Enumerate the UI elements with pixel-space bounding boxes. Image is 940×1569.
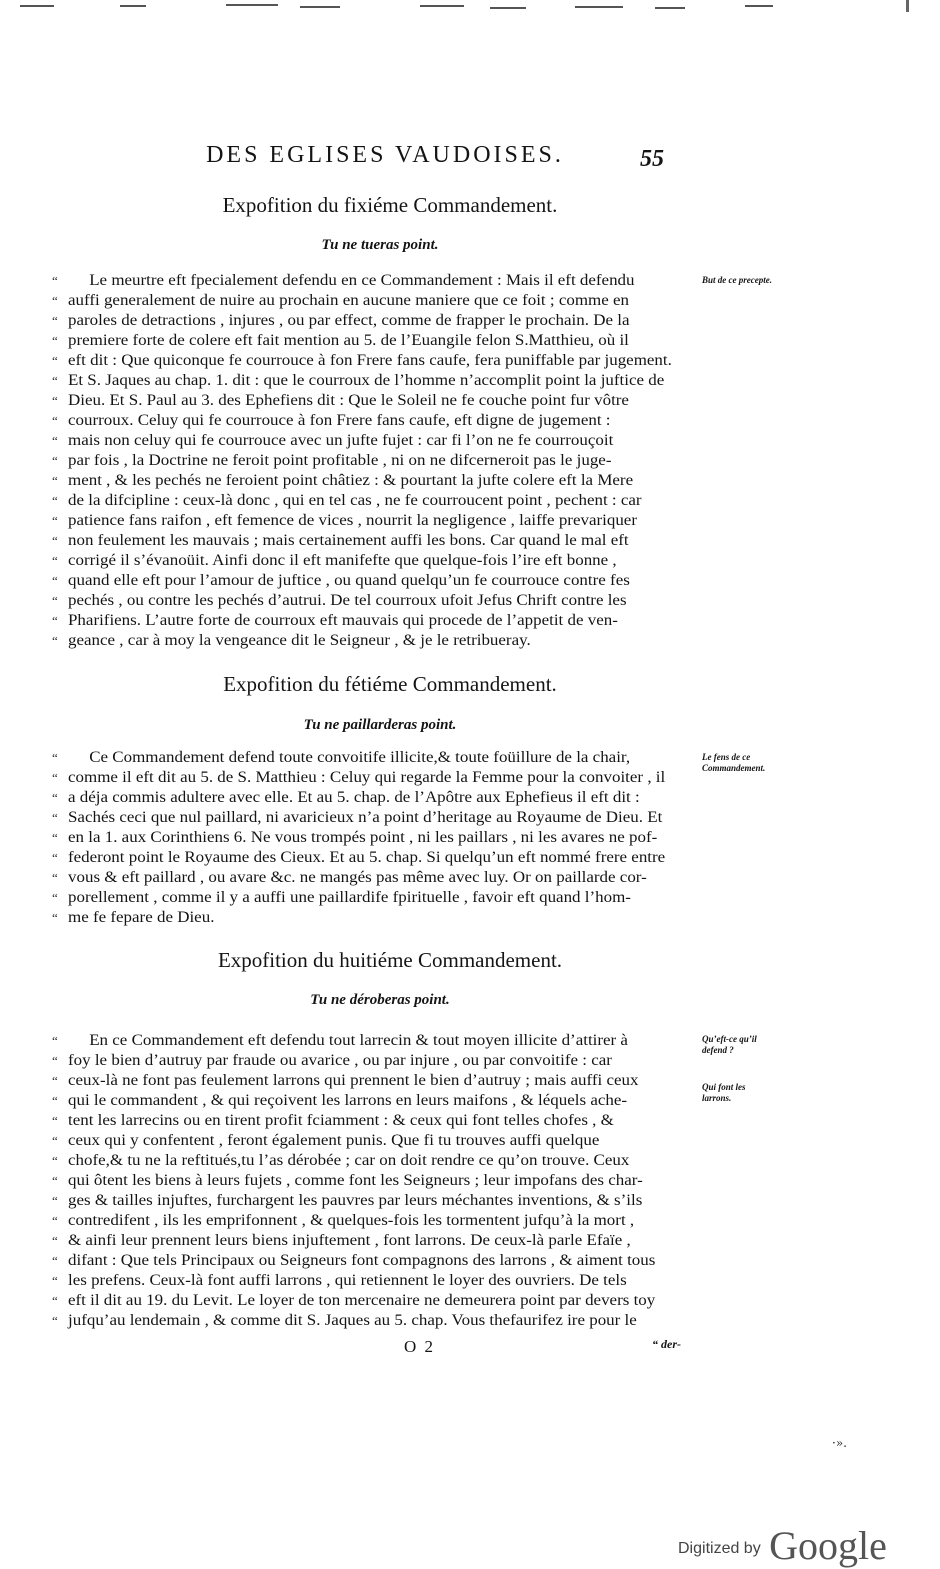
line-text: qui le commandent , & qui reçoivent les larrons en leurs maifons , & léquels ache- [68, 1092, 628, 1109]
google-logo: Google [769, 1523, 887, 1568]
quote-mark: “ [52, 293, 58, 308]
line-text: ges & tailles injuftes, furchargent les pauvres par leurs méchantes inventions, & s’ils [68, 1192, 643, 1209]
quote-mark: “ [52, 453, 58, 468]
line-text: Et S. Jaques au chap. 1. dit : que le courroux de l’homme n’accomplit point la juftice de [68, 372, 665, 389]
scan-speck: ·». [832, 1436, 847, 1450]
body-line [52, 351, 712, 371]
body-line [52, 491, 712, 511]
body-line [52, 1231, 712, 1251]
body-line [52, 291, 712, 311]
line-text: me fe fepare de Dieu. [68, 909, 215, 926]
body-line [52, 591, 712, 611]
quote-mark: “ [52, 870, 58, 885]
quote-mark: “ [52, 1133, 58, 1148]
quote-mark: “ [52, 393, 58, 408]
line-text: En ce Commandement eft defendu tout larrecin & tout moyen illicite d’attirer à [89, 1032, 628, 1049]
line-text: eft dit : Que quiconque fe courrouce à fon Frere fans caufe, fera puniffable par jugement. [68, 352, 672, 369]
line-text: comme il eft dit au 5. de S. Matthieu : Celuy qui regarde la Femme pour la convoiter , il [68, 769, 666, 786]
line-text: jufqu’au lendemain , & comme dit S. Jaques au 5. chap. Vous thefaurifez ire pour le [68, 1312, 637, 1329]
line-text: quand elle eft pour l’amour de juftice , ou quand quelqu’un fe courrouce contre fes [68, 572, 630, 589]
body-line [52, 451, 712, 471]
body-line [52, 271, 712, 291]
quote-mark: “ [52, 790, 58, 805]
line-text: corrigé il s’évanoüit. Ainfi donc il eft manifefte que quelque-fois l’ire eft bonne , [68, 552, 617, 569]
quote-mark: “ [52, 1213, 58, 1228]
quote-mark: “ [52, 573, 58, 588]
line-text: paroles de detractions , injures , ou par effect, comme de frapper le prochain. De la [68, 312, 630, 329]
body-line [52, 1211, 712, 1231]
body-line [52, 828, 712, 848]
line-text: de la difcipline : ceux-là donc , qui en tel cas , ne fe courroucent point , pechent : car [68, 492, 642, 509]
line-text: & ainfi leur prennent leurs biens injuftement , font larrons. De ceux-là parle Efaïe , [68, 1232, 631, 1249]
body-line [52, 1251, 712, 1271]
quote-mark: “ [52, 1273, 58, 1288]
body-line [52, 631, 712, 651]
line-text: premiere forte de colere eft fait mention au 5. de l’Euangile felon S.Matthieu, où il [68, 332, 629, 349]
margin-note: Qui font les larrons. [702, 1082, 746, 1103]
body-line [52, 311, 712, 331]
top-edge-scan-marks [0, 0, 940, 14]
line-text: Ce Commandement defend toute convoitife illicite,& toute foüillure de la chair, [89, 749, 631, 766]
quote-mark: “ [52, 1173, 58, 1188]
section-subheading: Tu ne paillarderas point. [303, 717, 457, 733]
quote-mark: “ [52, 1233, 58, 1248]
line-text: Le meurtre eft fpecialement defendu en ce Commandement : Mais il eft defendu [89, 272, 635, 289]
margin-note: Le fens de ce Commandement. [702, 752, 766, 773]
section-body [52, 1031, 712, 1331]
body-line [52, 1031, 712, 1051]
body-line [52, 1311, 712, 1331]
line-text: les prefens. Ceux-là font auffi larrons , qui retiennent le loyer des ouvriers. De tels [68, 1272, 627, 1289]
section-subheading: Tu ne tueras point. [321, 237, 439, 253]
body-line [52, 431, 712, 451]
line-text: chofe,& tu ne la reftitués,tu l’as dérobée ; car on doit rendre ce qu’on trouve. Ceux [68, 1152, 630, 1169]
quote-mark: “ [52, 850, 58, 865]
line-text: ceux qui y confentent , feront également punis. Que fi tu trouves auffi quelque [68, 1132, 600, 1149]
body-line [52, 511, 712, 531]
quote-mark: “ [52, 1313, 58, 1328]
quote-mark: “ [52, 633, 58, 648]
quote-mark: “ [52, 593, 58, 608]
body-line [52, 888, 712, 908]
body-line [52, 768, 712, 788]
body-line [52, 808, 712, 828]
section-heading: Expofition du huitiéme Commandement. [217, 948, 563, 972]
body-line [52, 748, 712, 768]
line-text: qui ôtent les biens à leurs fujets , comme font les Seigneurs ; leur impofans des char- [68, 1172, 643, 1189]
line-text: ceux-là ne font pas feulement larrons qui prennent le bien d’autruy ; mais auffi ceux [68, 1072, 639, 1089]
quote-mark: “ [52, 273, 58, 288]
line-text: Dieu. Et S. Paul au 3. des Ephefiens dit : Que le Soleil ne fe couche point fur vôtre [68, 392, 629, 409]
quote-mark: “ [52, 1293, 58, 1308]
line-text: difant : Que tels Principaux ou Seigneurs font compagnons des larrons , & aiment tous [68, 1252, 656, 1269]
quote-mark: “ [52, 770, 58, 785]
body-line [52, 848, 712, 868]
body-line [52, 788, 712, 808]
section-body [52, 748, 712, 928]
line-text: contredifent , ils les emprifonnent , & quelques-fois les tormentent jufqu’à la mort , [68, 1212, 635, 1229]
line-text: non feulement les mauvais ; mais certainement auffi les bons. Car quand le mal eft [68, 532, 629, 549]
section-subheading: Tu ne déroberas point. [310, 992, 450, 1008]
body-line [52, 371, 712, 391]
body-line [52, 1071, 712, 1091]
section-body [52, 271, 712, 651]
body-line [52, 411, 712, 431]
quote-mark: “ [52, 313, 58, 328]
body-line [52, 1291, 712, 1311]
body-line [52, 908, 712, 928]
line-text: patience fans raifon , eft femence de vices , nourrit la negligence , laiffe prevariquer [68, 512, 637, 529]
quote-mark: “ [52, 750, 58, 765]
quote-mark: “ [52, 1073, 58, 1088]
quote-mark: “ [52, 553, 58, 568]
quote-mark: “ [52, 810, 58, 825]
quote-mark: “ [52, 1033, 58, 1048]
body-line [52, 611, 712, 631]
quote-mark: “ [52, 493, 58, 508]
body-line [52, 868, 712, 888]
section-heading: Expofition du fétiéme Commandement. [223, 672, 557, 696]
line-text: auffi generalement de nuire au prochain en aucune maniere que ce foit ; comme en [68, 292, 629, 309]
quote-mark: “ [52, 473, 58, 488]
line-text: geance , car à moy la vengeance dit le Seigneur , & je le retribueray. [68, 632, 531, 649]
body-line [52, 471, 712, 491]
body-line [52, 1271, 712, 1291]
quote-mark: “ [52, 1153, 58, 1168]
margin-note: Qu’eft-ce qu’il defend ? [702, 1034, 757, 1055]
section-heading: Expofition du fixiéme Commandement. [222, 193, 558, 217]
running-head: DES EGLISES VAUDOISES. [206, 142, 564, 168]
line-text: porellement , comme il y a auffi une paillardife fpirituelle , favoir eft quand l’hom- [68, 889, 631, 906]
body-line [52, 391, 712, 411]
body-line [52, 1091, 712, 1111]
margin-note: But de ce precepte. [702, 275, 772, 285]
quote-mark: “ [52, 513, 58, 528]
quote-mark: “ [52, 890, 58, 905]
quote-mark: “ [52, 333, 58, 348]
body-line [52, 1191, 712, 1211]
digitized-by-text: Digitized by [678, 1540, 761, 1557]
body-line [52, 551, 712, 571]
quote-mark: “ [52, 1093, 58, 1108]
catchword: “ der- [652, 1337, 681, 1351]
body-line [52, 1171, 712, 1191]
quote-mark: “ [52, 433, 58, 448]
line-text: vous & eft paillard , ou avare &c. ne mangés pas même avec luy. Or on paillarde cor- [68, 869, 647, 886]
quote-mark: “ [52, 1113, 58, 1128]
quote-mark: “ [52, 613, 58, 628]
digitized-by-watermark [678, 1522, 887, 1569]
quote-mark: “ [52, 1053, 58, 1068]
body-line [52, 531, 712, 551]
line-text: ment , & les pechés ne feroient point châtiez : & pourtant la jufte colere eft la Mere [68, 472, 634, 489]
body-line [52, 1051, 712, 1071]
quote-mark: “ [52, 413, 58, 428]
line-text: eft il dit au 19. du Levit. Le loyer de ton mercenaire ne demeurera point par devers toy [68, 1292, 656, 1309]
line-text: pechés , ou contre les pechés d’autrui. De tel courroux ufoit Jefus Chrift contre les [68, 592, 627, 609]
quote-mark: “ [52, 353, 58, 368]
quote-mark: “ [52, 830, 58, 845]
line-text: mais non celuy qui fe courrouce avec un jufte fujet : car fi l’on ne fe courrouçoit [68, 432, 614, 449]
line-text: Pharifiens. L’autre forte de courroux eft mauvais qui procede de l’appetit de ven- [68, 612, 618, 629]
quote-mark: “ [52, 910, 58, 925]
quote-mark: “ [52, 1193, 58, 1208]
body-line [52, 331, 712, 351]
body-line [52, 1131, 712, 1151]
body-line [52, 1151, 712, 1171]
line-text: federont point le Royaume des Cieux. Et au 5. chap. Si quelqu’un eft nommé frere entre [68, 849, 666, 866]
body-line [52, 571, 712, 591]
line-text: tent les larrecins ou en tirent profit fciamment : & ceux qui font telles chofes , & [68, 1112, 614, 1129]
line-text: en la 1. aux Corinthiens 6. Ne vous trompés point , ni les paillars , ni les avares ne pof- [68, 829, 658, 846]
line-text: Sachés ceci que nul paillard, ni avaricieux n’a point d’heritage au Royaume de Dieu. Et [68, 809, 663, 826]
quote-mark: “ [52, 533, 58, 548]
body-line [52, 1111, 712, 1131]
quote-mark: “ [52, 1253, 58, 1268]
line-text: courroux. Celuy qui fe courrouce à fon Frere fans caufe, eft digne de jugement : [68, 412, 611, 429]
line-text: par fois , la Doctrine ne feroit point profitable , ni on ne difcerneroit pas le juge- [68, 452, 612, 469]
signature-mark: O 2 [404, 1337, 436, 1356]
line-text: foy le bien d’autruy par fraude ou avarice , ou par injure , ou par convoitife : car [68, 1052, 612, 1069]
quote-mark: “ [52, 373, 58, 388]
page-number: 55 [640, 146, 664, 172]
line-text: a déja commis adultere avec elle. Et au 5. chap. de l’Apôtre aux Ephefieus il eft dit : [68, 789, 640, 806]
